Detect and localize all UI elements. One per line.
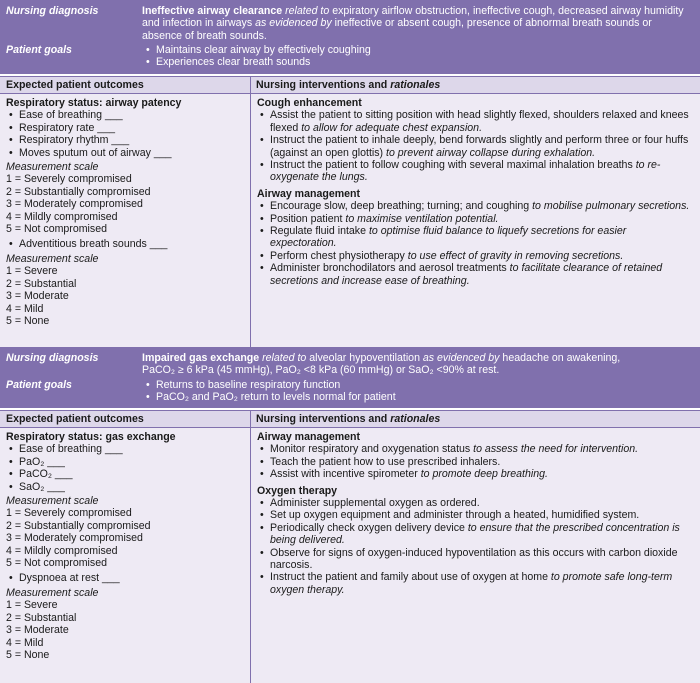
- intervention-item: • Set up oxygen equipment and administer through a heated, humidified system.: [270, 509, 694, 521]
- patient-goals-list: [142, 379, 694, 404]
- nursing-diagnosis-label: Nursing diagnosis: [6, 352, 99, 364]
- outcome-item: • Respiratory rhythm ___: [19, 134, 244, 146]
- patient-goals-label: Patient goals: [6, 379, 72, 391]
- intervention-item: • Instruct the patient to follow coughing with several maximal inhalation breaths to re-oxygenate the lungs.: [270, 159, 694, 184]
- nursing-diagnosis-text: Ineffective airway clearance related to expiratory airflow obstruction, ineffective cough, decreased airway humidity and infection in airways as evidenced by ineffective or absent cough, presence of abnormal breath sounds or absence of breath sounds.: [142, 5, 684, 42]
- intervention-item: • Perform chest physiotherapy to use effect of gravity in removing secretions.: [270, 250, 694, 262]
- scale-item: 1 = Severely compromised: [6, 173, 132, 186]
- intervention-title: Airway management: [257, 187, 361, 200]
- intervention-item: • Monitor respiratory and oxygenation status to assess the need for intervention.: [270, 443, 694, 455]
- column-divider: [250, 410, 251, 683]
- scale-item: 2 = Substantially compromised: [6, 185, 151, 198]
- goal-item: • Returns to baseline respiratory function: [156, 379, 694, 391]
- measurement-scale-label: Measurement scale: [6, 161, 99, 174]
- diagnosis-band-2: [0, 347, 700, 408]
- interventions-column-2: [251, 428, 700, 683]
- scale-item: 3 = Moderately compromised: [6, 532, 143, 545]
- scale-item: 4 = Mild: [6, 302, 44, 315]
- interventions-column-1: [251, 94, 700, 347]
- goal-item: • PaCO₂ and PaO₂ return to levels normal for patient: [156, 391, 694, 403]
- diagnosis-title: Ineffective airway clearance: [142, 5, 283, 17]
- outcome-item: • Moves sputum out of airway ___: [19, 147, 244, 159]
- scale-item: 1 = Severe: [6, 265, 58, 278]
- intervention-item: • Position patient to maximise ventilation potential.: [270, 213, 694, 225]
- outcome-item: • PaO₂ ___: [19, 456, 244, 468]
- intervention-item: • Periodically check oxygen delivery device to ensure that the prescribed concentration is being delivered.: [270, 522, 694, 547]
- column-header-1: [0, 76, 700, 94]
- diagnosis-title: Impaired gas exchange: [142, 352, 260, 364]
- goal-item: • Maintains clear airway by effectively coughing: [156, 44, 694, 56]
- outcome-item: • Respiratory rate ___: [19, 122, 244, 134]
- scale-item: 1 = Severe: [6, 599, 58, 612]
- outcomes-header: Expected patient outcomes: [6, 413, 144, 425]
- scale-item: 3 = Moderate: [6, 624, 69, 637]
- intervention-item: • Assist with incentive spirometer to promote deep breathing.: [270, 468, 694, 480]
- diagnosis-band-1: [0, 0, 700, 74]
- intervention-title: Airway management: [257, 431, 361, 443]
- measurement-scale-label: Measurement scale: [6, 252, 99, 265]
- nursing-diagnosis-text: Impaired gas exchange related to alveolar hypoventilation as evidenced by headache on awakening, PaCO₂ ≥ 6 kPa (45 mmHg), PaO₂ <8 kPa (60 mmHg) or SaO₂ <90% at rest.: [142, 352, 621, 377]
- scale-item: 3 = Moderately compromised: [6, 198, 143, 211]
- scale-item: 5 = Not compromised: [6, 223, 107, 236]
- scale-item: 5 = None: [6, 314, 50, 327]
- outcome-item: • PaCO₂ ___: [19, 468, 244, 480]
- scale-item: 4 = Mildly compromised: [6, 210, 118, 223]
- scale-item: 1 = Severely compromised: [6, 507, 132, 520]
- measurement-scale-label: Measurement scale: [6, 586, 99, 599]
- outcomes-header: Expected patient outcomes: [6, 79, 144, 91]
- outcome-item: • Ease of breathing ___: [19, 443, 244, 455]
- outcome-item: • Dyspnoea at rest ___: [19, 572, 244, 584]
- patient-goals-label: Patient goals: [6, 44, 72, 56]
- column-header-2: [0, 410, 700, 428]
- scale-item: 5 = Not compromised: [6, 557, 107, 570]
- outcome-title: Respiratory status: gas exchange: [6, 431, 176, 443]
- intervention-item: • Instruct the patient to inhale deeply, bend forwards slightly and perform three or four huffs (against an open glottis) to prevent airway collapse during exhalation.: [270, 134, 694, 159]
- scale-item: 4 = Mild: [6, 636, 44, 649]
- intervention-item: • Observe for signs of oxygen-induced hypoventilation as this occurs with carbon dioxide narcosis.: [270, 547, 694, 572]
- outcome-item: • Ease of breathing ___: [19, 109, 244, 121]
- scale-item: 4 = Mildly compromised: [6, 544, 118, 557]
- intervention-item: • Regulate fluid intake to optimise fluid balance to liquefy secretions for easier expectoration.: [270, 225, 694, 250]
- outcome-title: Respiratory status: airway patency: [6, 97, 182, 109]
- scale-item: 2 = Substantial: [6, 611, 77, 624]
- measurement-scale-label: Measurement scale: [6, 495, 99, 508]
- patient-goals-list: [142, 44, 694, 69]
- intervention-item: • Assist the patient to sitting position with head slightly flexed, shoulders relaxed and knees flexed to allow for adequate chest expansion.: [270, 109, 694, 134]
- intervention-title: Cough enhancement: [257, 97, 362, 109]
- intervention-item: • Teach the patient how to use prescribed inhalers.: [270, 456, 694, 468]
- nursing-diagnosis-label: Nursing diagnosis: [6, 5, 99, 17]
- outcome-item: • SaO₂ ___: [19, 481, 244, 493]
- intervention-title: Oxygen therapy: [257, 484, 338, 497]
- outcomes-column-1: [0, 94, 250, 347]
- scale-item: 2 = Substantially compromised: [6, 519, 151, 532]
- scale-item: 2 = Substantial: [6, 277, 77, 290]
- interventions-header: Nursing interventions and rationales: [256, 413, 441, 425]
- intervention-item: • Administer bronchodilators and aerosol treatments to facilitate clearance of retained secretions and increase ease of breathing.: [270, 262, 694, 287]
- column-divider: [250, 76, 251, 347]
- goal-item: • Experiences clear breath sounds: [156, 56, 694, 68]
- intervention-item: • Instruct the patient and family about use of oxygen at home to promote safe long-term oxygen therapy.: [270, 571, 694, 596]
- interventions-header: Nursing interventions and rationales: [256, 79, 441, 91]
- scale-item: 3 = Moderate: [6, 290, 69, 303]
- diagnosis-values: PaCO₂ ≥ 6 kPa (45 mmHg), PaO₂ <8 kPa (60 mmHg) or SaO₂ <90% at rest.: [142, 364, 500, 377]
- scale-item: 5 = None: [6, 648, 50, 661]
- outcome-item: • Adventitious breath sounds ___: [19, 238, 244, 250]
- outcomes-column-2: [0, 428, 250, 683]
- intervention-item: • Encourage slow, deep breathing; turning; and coughing to mobilise pulmonary secretions.: [270, 200, 694, 212]
- intervention-item: • Administer supplemental oxygen as ordered.: [270, 497, 694, 509]
